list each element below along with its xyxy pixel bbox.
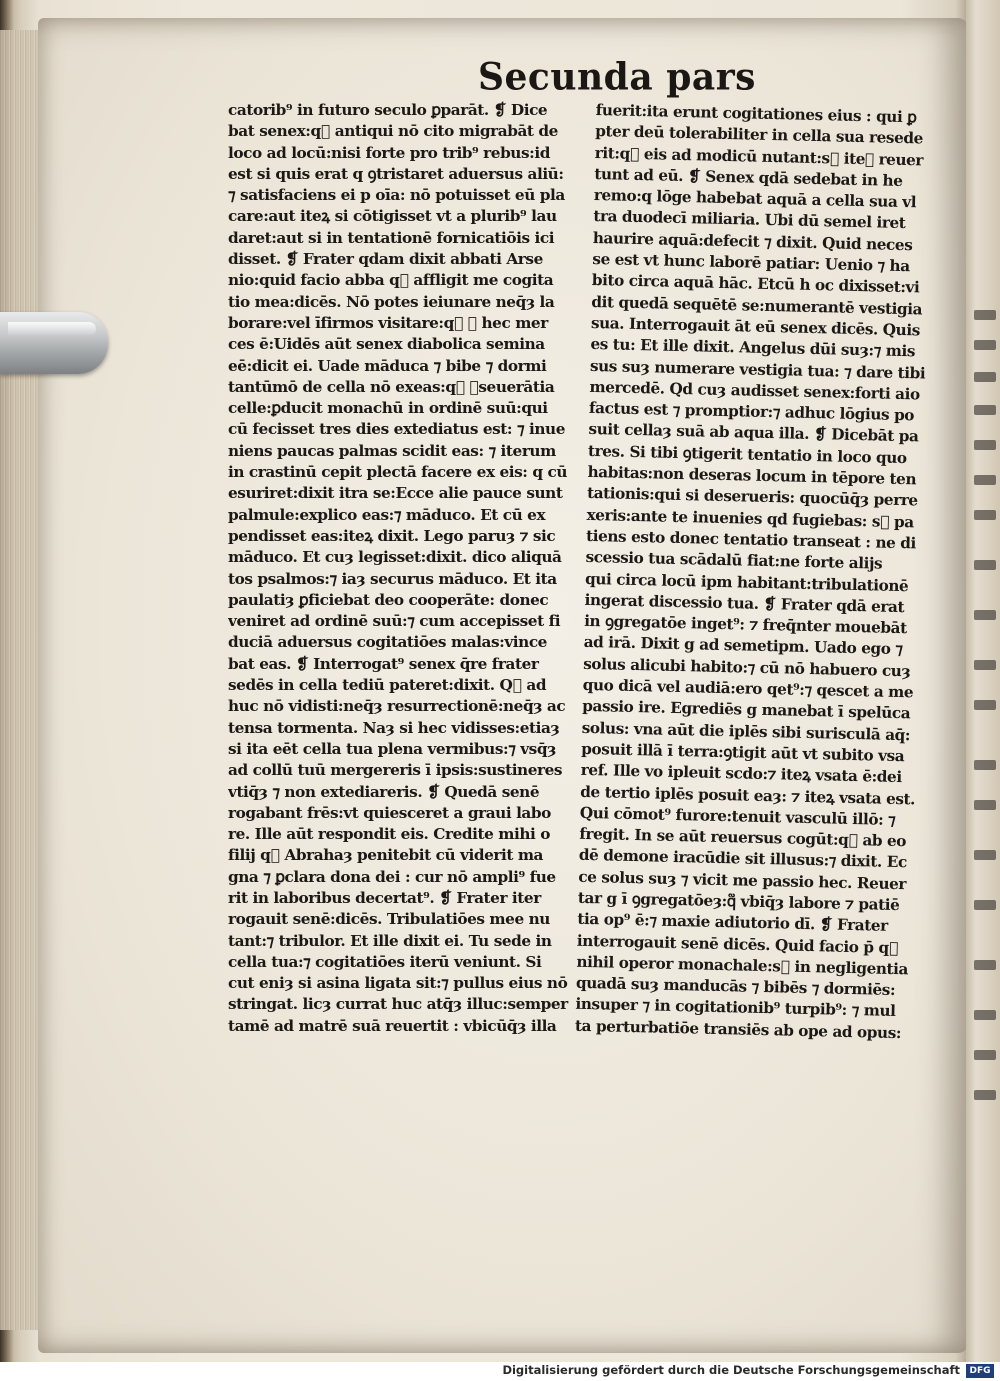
text-line: care:aut iteꝝ si cōtigisset vt a plurib⁹ lau xyxy=(228,207,557,226)
text-line: Qui cōmot⁹ furore:tenuit vasculū illō: ⁊ xyxy=(579,803,896,829)
footer-bar xyxy=(0,1362,1000,1381)
facing-text-fragment xyxy=(974,475,996,485)
text-line: catorib⁹ in futuro seculo ꝑparāt. ❡ Dice xyxy=(228,101,548,119)
dfg-logo: DFG xyxy=(966,1364,994,1378)
facing-text-fragment xyxy=(974,960,996,970)
text-line: insuper ⁊ in cogitationib⁹ turpib⁹: ⁊ mul xyxy=(575,995,896,1021)
text-line: eē:dicit ei. Uade māduca ⁊ bibe ⁊ dormi xyxy=(228,356,547,375)
text-line: rogabant frēs:vt quiesceret a graui labo xyxy=(228,803,551,822)
text-line: stringat. licȝ currat huc atq̄ȝ illuc:semper xyxy=(228,995,568,1014)
facing-text-fragment xyxy=(974,372,996,382)
text-line: scessio tua scādalū fiat:ne forte alijs xyxy=(585,548,883,573)
text-line: loco ad locū:nisi forte pro trib⁹ rebus:id xyxy=(228,143,550,162)
text-line: bito circa aquā hāc. Etcū h oc dixisset:vi xyxy=(591,271,920,297)
text-line: cella tua:⁊ cogitatiōes iterū veniunt. Si xyxy=(228,952,542,971)
text-line: tantūmō de cella nō exeas:q᷑ ꝑseuerātia xyxy=(228,377,555,396)
facing-text-fragment xyxy=(974,700,996,710)
text-line: mercedē. Qd cuȝ audisset senex:forti aio xyxy=(589,377,920,404)
text-line: pter deū tolerabiliter in cella sua resede xyxy=(595,122,924,148)
page-header: Secunda pars xyxy=(478,54,756,100)
text-line: bat senex:q᷑ antiqui nō cito migrabāt de xyxy=(228,122,558,141)
facing-text-fragment xyxy=(974,610,996,620)
facing-text-fragment xyxy=(974,340,996,350)
text-line: gna ⁊ ꝑclara dona dei : cur nō ampli⁹ fue xyxy=(228,867,556,886)
text-line: veniret ad ordinē suū:⁊ cum accepisset fi xyxy=(228,612,561,631)
text-line: tant:⁊ tribulor. Et ille dixit ei. Tu sede in xyxy=(228,931,552,950)
text-line: xeris:ante te inuenies qd fugiebas: s᷑ pa xyxy=(586,505,914,531)
text-line: interrogauit senē dicēs. Quid facio p̄ q᷑ xyxy=(576,931,899,957)
text-line: si ita eēt cella tua plena vermibus:⁊ vsq̄ȝ xyxy=(228,739,556,758)
text-line: disset. ❡ Frater qdam dixit abbati Arse xyxy=(228,250,543,269)
text-line: daret:aut si in tentationē fornicatiōis ici xyxy=(228,228,555,247)
text-line: filij q᷑ Abrahaȝ penitebit cū viderit ma xyxy=(228,846,544,865)
page-clip xyxy=(0,312,108,374)
facing-text-fragment xyxy=(974,850,996,860)
facing-text-fragment xyxy=(974,1010,996,1020)
text-line: fuerit:ita erunt cogitationes eius : qui ꝑ xyxy=(595,100,917,127)
facing-text-fragment xyxy=(974,900,996,910)
text-line: ces ē:Uidēs aūt senex diabolica semina xyxy=(228,335,545,354)
text-line: celle:ꝑducit monachū in ordinē suū:qui xyxy=(228,399,548,418)
text-line: dit quedā sequētē se:numerantē vestigia xyxy=(591,292,923,319)
text-line: tar g ī ꝯgregatōeȝ:q᷑ vbiq̄ȝ labore ⁊ patiē xyxy=(577,888,900,915)
text-line: tos psalmos:⁊ iaȝ securus māduco. Et ita xyxy=(228,569,557,588)
text-line: nio:quid facio abba q᷑ affligit me cogita xyxy=(228,271,554,290)
text-line: pendisset eas:iteꝝ dixit. Lego paruȝ ⁊ sic xyxy=(228,526,556,545)
text-line: suit cellaȝ suā ab aqua illa. ❡ Dicebāt pa xyxy=(588,420,919,446)
text-line: in ꝯgregatōe inget⁹: ⁊ freq̄nter mouebāt xyxy=(583,611,907,638)
text-line: qui circa locū ipm habitant:tribulationē xyxy=(584,569,909,595)
text-line: factus est ⁊ promptior:⁊ adhuc lōgius po xyxy=(588,399,915,425)
text-line: tationis:qui si deserueris: quocūq̄ȝ perre xyxy=(586,484,918,510)
text-line: rogauit senē:dicēs. Tribulatiōes mee nu xyxy=(228,910,550,929)
text-line: sus suȝ numerare vestigia tua: ⁊ dare tibi xyxy=(589,356,926,383)
text-line: rit:q᷑ eis ad modicū nutant:s᷑ iteꝝ reuer xyxy=(594,143,924,170)
text-line: esuriret:dixit itra se:Ecce alie pauce sunt xyxy=(228,484,563,503)
text-line: posuit illā ī terra:ꝯtigit aūt vt subito vsa xyxy=(581,739,905,766)
text-line: tia op⁹ ē:⁊ maxie adiutorio dī. ❡ Frater xyxy=(577,910,888,936)
text-line: tensa tormenta. Naȝ si hec vidisses:etiaȝ xyxy=(228,718,560,737)
text-line: duciā aduersus cogitatiōes malas:vince xyxy=(228,633,547,652)
facing-text-fragment xyxy=(974,1090,996,1100)
facing-text-fragment xyxy=(974,560,996,570)
text-line: ingerat discessio tua. ❡ Frater qdā erat xyxy=(584,590,905,616)
text-line: fregit. In se aūt reuersus cogūt:q᷑ ab eo xyxy=(579,824,907,851)
page-edges xyxy=(0,30,40,1330)
text-line: cū fecisset tres dies extediatus est: ⁊ inue xyxy=(228,420,566,439)
facing-text-fragment xyxy=(974,310,996,320)
text-line: tiens esto donec tentatio transeat : ne di xyxy=(585,526,917,553)
text-line: solus: vna aūt die iplēs sibi surisculā aq̄: xyxy=(581,718,911,744)
facing-text-fragment xyxy=(974,1050,996,1060)
text-line: se est vt hunc laborē patiar: Uenio ⁊ ha xyxy=(592,250,910,276)
text-line: sua. Interrogauit āt eū senex dicēs. Quis xyxy=(590,313,921,340)
text-line: tra duodecī miliaria. Ubi dū semel iret xyxy=(593,207,906,233)
text-line: haurire aquā:defecit ⁊ dixit. Quid neces xyxy=(592,228,913,254)
text-line: es tu: Et ille dixit. Angelus dūi suȝ:⁊ mis xyxy=(590,335,916,361)
text-line: cut eniȝ si asina ligata sit:⁊ pullus eius nō xyxy=(228,974,568,993)
text-line: tunt ad eū. ❡ Senex qdā sedebat in he xyxy=(594,164,903,190)
left-text-column xyxy=(228,100,578,1037)
text-line: paulatiȝ ꝑficiebat deo cooperāte: donec xyxy=(228,590,549,609)
text-line: palmule:explico eas:⁊ māduco. Et cū ex xyxy=(228,505,546,524)
funding-notice: Digitalisierung gefördert durch die Deutsche Forschungsgemeinschaft xyxy=(502,1363,960,1377)
text-line: bat eas. ❡ Interrogat⁹ senex q̄re frater xyxy=(228,654,539,673)
right-text-column xyxy=(575,100,952,1045)
text-line: habitas:non deseras locum in tēpore ten xyxy=(587,462,917,489)
facing-text-fragment xyxy=(974,510,996,520)
text-line: ref. Ille vo ipleuit scdo:⁊ iteꝝ vsata ē:dei xyxy=(580,761,902,787)
text-line: māduco. Et cuȝ legisset:dixit. dico aliquā xyxy=(228,548,562,567)
text-line: passio ire. Egrediēs g manebat ī spelūca xyxy=(582,697,911,723)
text-line: tio mea:dicēs. Nō potes ieiunare neq̄ȝ la xyxy=(228,292,555,311)
text-line: tamē ad matrē suā reuertit : vbicūq̄ȝ illa xyxy=(228,1016,557,1035)
facing-text-fragment xyxy=(974,405,996,415)
text-line: in crastinū cepit plectā facere ex eis: q cū xyxy=(228,463,568,482)
text-line: vtiq̄ȝ ⁊ non extediareris. ❡ Quedā senē xyxy=(228,782,540,801)
text-line: nihil operor monachale:s᷑ in negligentia xyxy=(576,952,909,979)
text-line: ad collū tuū mergereris ī ipsis:sustineres xyxy=(228,761,563,780)
facing-text-fragment xyxy=(974,760,996,770)
facing-page-edge xyxy=(966,0,1000,1362)
text-line: de tertio iplēs posuit eaȝ: ⁊ iteꝝ vsata est. xyxy=(580,782,916,808)
facing-text-fragment xyxy=(974,800,996,810)
text-line: ⁊ satisfaciens ei p oīa: nō potuisset eū pla xyxy=(228,186,565,205)
facing-text-fragment xyxy=(974,440,996,450)
text-line: niens paucas palmas scidit eas: ⁊ iterum xyxy=(228,441,556,460)
text-line: quadā suȝ manducās ⁊ bibēs ⁊ dormiēs: xyxy=(575,973,896,1000)
text-line: solus alicubi habito:⁊ cū nō habuero cuȝ xyxy=(583,654,911,680)
text-line: rit in laboribus decertat⁹. ❡ Frater iter xyxy=(228,888,541,907)
text-line: ta perturbatiōe transiēs ab ope ad opus: xyxy=(574,1016,902,1042)
text-line: dē demone iracūdie sit illusus:⁊ dixit. Ec xyxy=(578,846,908,872)
facing-text-fragment xyxy=(974,660,996,670)
text-line: huc nō vidisti:neq̄ȝ resurrectionē:neq̄ȝ ac xyxy=(228,697,566,716)
text-line: ce solus suȝ ⁊ vicit me passio hec. Reuer xyxy=(578,867,907,893)
text-line: quo dicā vel audiā:ero qet⁹:⁊ qescet a me xyxy=(582,675,914,702)
text-line: borare:vel īfirmos visitare:q᷑ ⁊ hec mer xyxy=(228,313,548,332)
text-line: re. Ille aūt respondit eis. Credite mihi o xyxy=(228,825,550,844)
text-line: tres. Si tibi ꝯtigerit tentatio in loco quo xyxy=(587,441,907,467)
text-line: est si quis erat q ꝯtristaret aduersus aliū: xyxy=(228,164,564,183)
text-line: ad irā. Dixit g ad semetipm. Uado ego ⁊ xyxy=(583,633,903,659)
text-line: sedēs in cella tediū pateret:dixit. Q᷑ ad xyxy=(228,676,547,695)
text-line: remo:q lōge habebat aquā a cella sua vl xyxy=(593,186,917,212)
